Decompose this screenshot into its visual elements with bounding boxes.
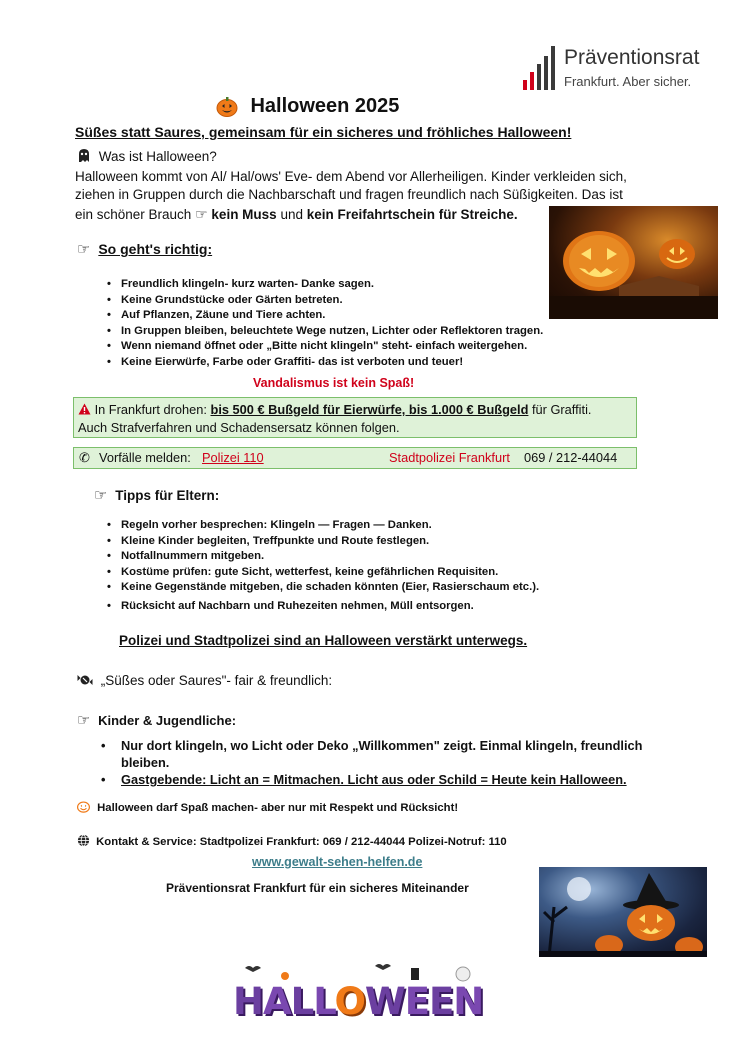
intro-line-3-start: ein schöner Brauch: [75, 207, 192, 222]
page-title-row: [216, 95, 399, 121]
intro-mid: und: [280, 207, 303, 222]
youth-item-1-line-2: bleiben.: [121, 755, 170, 770]
list-item: • In Gruppen bleiben, beleuchtete Wege nutzen, Lichter oder Reflektoren tragen.: [107, 324, 543, 340]
phone-icon: ✆: [79, 450, 90, 465]
youth-heading: Kinder & Jugendliche:: [98, 713, 237, 728]
ghost-icon: [77, 148, 91, 163]
rules-heading: So geht's richtig:: [98, 241, 213, 257]
youth-heading-row: [77, 711, 236, 729]
pointing-hand-icon: ☞: [195, 206, 208, 222]
fines-suffix: für Graffiti.: [531, 402, 592, 417]
pumpkin-icon: [216, 96, 238, 118]
pointing-hand-icon: ☞: [94, 487, 108, 504]
list-item: • Freundlich klingeln- kurz warten- Danke sagen.: [107, 277, 543, 293]
closing-line: Präventionsrat Frankfurt für ein sicheres Miteinander: [166, 881, 469, 895]
globe-icon: [77, 834, 90, 847]
banner-letter: H: [233, 980, 263, 1023]
parents-heading-row: [94, 486, 219, 504]
intro-heading: Was ist Halloween?: [98, 149, 217, 164]
youth-item-2: Gastgebende: Licht an = Mitmachen. Licht aus oder Schild = Heute kein Halloween.: [121, 772, 627, 787]
list-item: • Keine Eierwürfe, Farbe oder Graffiti- das ist verboten und teuer!: [107, 355, 543, 371]
rules-list: [107, 277, 543, 371]
brand-tagline: Frankfurt. Aber sicher.: [564, 74, 692, 89]
rules-heading-row: [77, 240, 212, 258]
intro-bold-2: kein Freifahrtschein für Streiche.: [306, 207, 518, 222]
list-item: • Auf Pflanzen, Zäune und Tiere achten.: [107, 308, 543, 324]
report-label: Vorfälle melden:: [99, 450, 191, 465]
patrol-note: Polizei und Stadtpolizei sind an Halloween verstärkt unterwegs.: [119, 633, 528, 648]
brand-name: Präventionsrat: [564, 46, 700, 69]
respect-row: [77, 800, 458, 814]
list-item: • Notfallnummern mitgeben.: [107, 549, 539, 565]
fines-line-2: Auch Strafverfahren und Schadensersatz können folgen.: [78, 420, 400, 435]
page-title: Halloween 2025: [250, 95, 400, 117]
list-item: • Kostüme prüfen: gute Sicht, wetterfest, keine gefährlichen Requisiten.: [107, 565, 539, 581]
parents-heading: Tipps für Eltern:: [115, 488, 220, 503]
intro-line-1: Halloween kommt von Al/ Hal/ows' Eve- dem Abend vor Allerheiligen. Kinder verkleiden sich,: [75, 169, 627, 184]
police-link[interactable]: Polizei 110: [202, 450, 264, 465]
list-item: • Rücksicht auf Nachbarn und Ruhezeiten nehmen, Müll entsorgen.: [107, 599, 539, 615]
logo-bars-icon: [520, 42, 560, 94]
fines-bold: bis 500 € Bußgeld für Eierwürfe, bis 1.000 € Bußgeld: [210, 402, 529, 417]
intro-bold-1: kein Muss: [211, 207, 277, 222]
fair-heading-row: [77, 672, 332, 688]
witch-pumpkin-photo: [539, 867, 707, 957]
banner-letters: [233, 980, 483, 1023]
banner-letter: E: [404, 980, 430, 1023]
intro-line-3: [75, 206, 518, 223]
fines-line-1: [78, 401, 632, 419]
youth-list: [101, 737, 642, 788]
parents-list: [107, 518, 539, 615]
pointing-hand-icon: ☞: [77, 241, 91, 258]
pumpkin-photo: [549, 206, 718, 319]
city-police: Stadtpolizei Frankfurt: [389, 450, 510, 465]
banner-letter: W: [364, 980, 405, 1023]
fines-box: [73, 397, 637, 438]
list-item: • Keine Gegenstände mitgeben, die schaden könnten (Eier, Rasierschaum etc.).: [107, 580, 539, 596]
vandalism-warning: Vandalismus ist kein Spaß!: [253, 376, 415, 390]
contact-info: Kontakt & Service: Stadtpolizei Frankfurt: 069 / 212-44044 Polizei-Notruf: 110: [96, 836, 507, 848]
pumpkin-icon: [77, 800, 90, 813]
pointing-hand-icon: ☞: [77, 712, 91, 729]
banner-letter: L: [313, 980, 335, 1023]
city-police-number: 069 / 212-44044: [524, 450, 618, 465]
fair-heading: „Süßes oder Saures"- fair & freundlich:: [100, 673, 333, 688]
jack-o-lantern-photo-icon: [549, 206, 718, 319]
respect-note: Halloween darf Spaß machen- aber nur mit Respekt und Rücksicht!: [97, 802, 459, 814]
banner-letter: L: [290, 980, 314, 1023]
website-link[interactable]: www.gewalt-sehen-helfen.de: [252, 855, 423, 869]
banner-letter: E: [429, 980, 454, 1023]
witch-hat-pumpkin-icon: [539, 867, 707, 957]
youth-item-1-line-1: Nur dort klingeln, wo Licht oder Deko „Willkommen" zeigt. Einmal klingeln, freundlich: [121, 738, 643, 753]
fines-prefix: In Frankfurt drohen:: [94, 402, 207, 417]
list-item: • Kleine Kinder begleiten, Treffpunkte und Route festlegen.: [107, 534, 539, 550]
subtitle: Süßes statt Saures, gemeinsam für ein sicheres und fröhliches Halloween!: [75, 124, 572, 140]
intro-heading-row: [77, 148, 217, 164]
banner-letter: N: [453, 980, 484, 1023]
halloween-banner: [225, 960, 490, 1024]
brand-logo: [520, 40, 710, 96]
report-box: [73, 447, 637, 469]
candy-icon: [77, 672, 93, 688]
intro-line-2: ziehen in Gruppen durch die Nachbarschaft und fragen freundlich nach Süßigkeiten. Das ist: [75, 187, 623, 202]
list-item: • Gastgebende: Licht an = Mitmachen. Licht aus oder Schild = Heute kein Halloween.: [101, 772, 627, 787]
list-item: • Wenn niemand öffnet oder „Bitte nicht klingeln" steht- einfach weitergehen.: [107, 339, 543, 355]
list-item: • Keine Grundstücke oder Gärten betreten.: [107, 293, 543, 309]
contact-row: [77, 834, 507, 848]
banner-letter: A: [262, 980, 291, 1023]
warning-icon: [78, 403, 91, 415]
list-item: • Regeln vorher besprechen: Klingeln — Fragen — Danken.: [107, 518, 539, 534]
list-item: • Nur dort klingeln, wo Licht oder Deko „Willkommen" zeigt. Einmal klingeln, freundlich bleiben.: [101, 738, 643, 770]
banner-letter: O: [334, 980, 365, 1023]
